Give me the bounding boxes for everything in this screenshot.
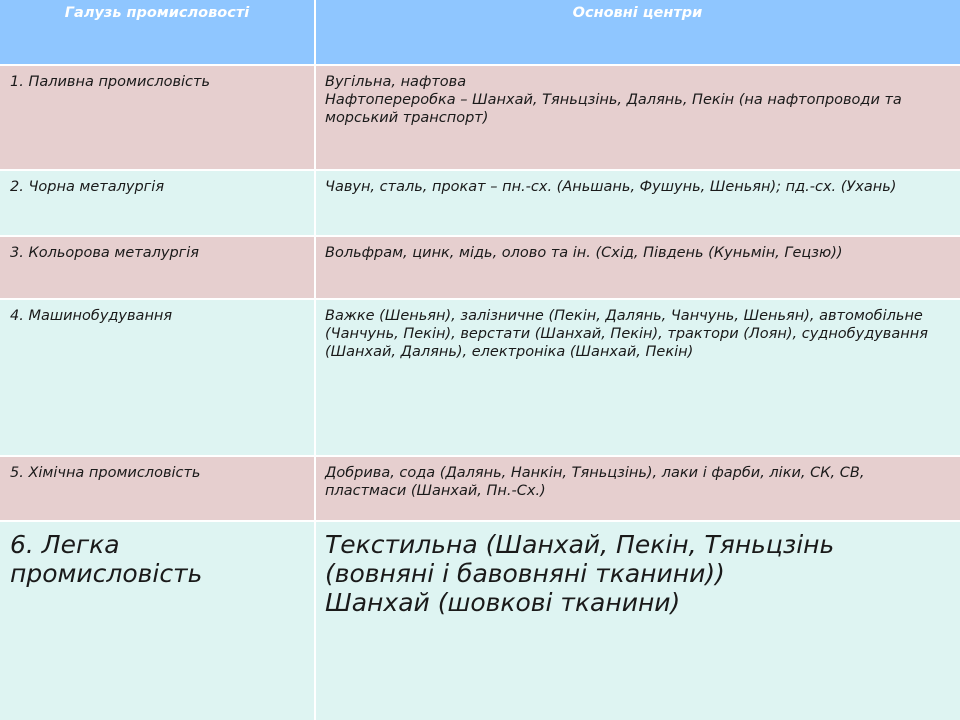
centers-line: Важке (Шеньян), залізничне (Пекін, Далянь, Чанчунь, Шеньян), автомобільне (Чанчунь, Пекін), верстати (Шанхай, Пекін), трактори (Лоян), суднобудування (Шанхай, Далянь), електроніка (Шанхай, Пекін) bbox=[325, 308, 928, 360]
row-centers bbox=[316, 171, 960, 235]
centers-line: Нафтопереробка – Шанхай, Тяньцзінь, Далянь, Пекін (на нафтопроводи та морський транспорт) bbox=[325, 92, 902, 126]
centers-line: Вольфрам, цинк, мідь, олово та ін. (Схід, Південь (Куньмін, Гецзю)) bbox=[325, 245, 843, 261]
centers-line: Чавун, сталь, прокат – пн.-сх. (Аньшань, Фушунь, Шеньян); пд.-сх. (Ухань) bbox=[325, 179, 897, 195]
row-centers bbox=[316, 300, 960, 455]
row-branch: 5. Хімічна промисловість bbox=[0, 457, 314, 520]
row-branch: 4. Машинобудування bbox=[0, 300, 314, 455]
header-branch: Галузь промисловості bbox=[0, 0, 314, 64]
centers-line: Текстильна (Шанхай, Пекін, Тяньцзінь (вовняні і бавовняні тканини)) bbox=[325, 530, 835, 588]
row-branch: 3. Кольорова металургія bbox=[0, 237, 314, 298]
row-branch: 6. Легка промисловість bbox=[0, 522, 314, 720]
row-centers bbox=[316, 522, 960, 720]
row-centers bbox=[316, 457, 960, 520]
table-row bbox=[0, 457, 960, 520]
row-centers bbox=[316, 237, 960, 298]
row-centers bbox=[316, 66, 960, 169]
table-row bbox=[0, 522, 960, 720]
centers-line: Вугільна, нафтова bbox=[325, 74, 467, 90]
centers-line: Шанхай (шовкові тканини) bbox=[325, 588, 681, 617]
table-row bbox=[0, 237, 960, 298]
row-branch: 1. Паливна промисловість bbox=[0, 66, 314, 169]
row-branch: 2. Чорна металургія bbox=[0, 171, 314, 235]
centers-line: Добрива, сода (Далянь, Нанкін, Тяньцзінь), лаки і фарби, ліки, СК, СВ, пластмаси (Шанхай, Пн.-Сх.) bbox=[325, 465, 865, 499]
table-row bbox=[0, 171, 960, 235]
table-header-row bbox=[0, 0, 960, 64]
header-centers: Основні центри bbox=[316, 0, 960, 64]
table-row bbox=[0, 300, 960, 455]
table-row bbox=[0, 66, 960, 169]
column-divider bbox=[314, 0, 316, 720]
